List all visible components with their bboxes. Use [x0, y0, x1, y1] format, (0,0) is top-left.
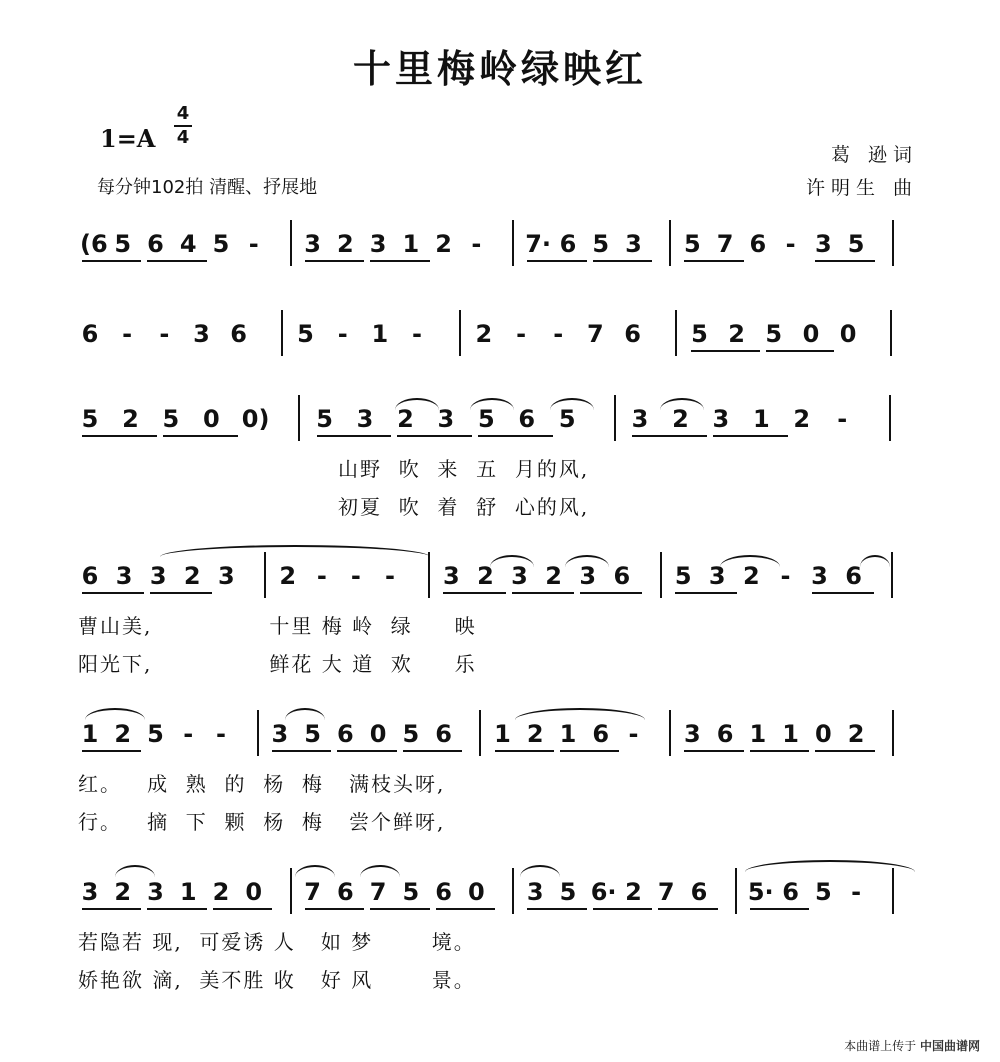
bar-line — [890, 310, 892, 356]
note: - — [851, 878, 862, 906]
bar-line — [290, 220, 292, 266]
note: 5 — [402, 878, 420, 906]
note: 6 — [613, 562, 631, 590]
note: 3 — [511, 562, 528, 590]
note: 7· — [525, 230, 552, 258]
note: - — [385, 562, 395, 590]
note: - — [837, 405, 848, 433]
note: 2 — [114, 720, 132, 748]
bar-line — [459, 310, 461, 356]
note: 5 — [316, 405, 333, 433]
upload-footer — [844, 1037, 980, 1054]
note: - — [337, 320, 348, 348]
note: 2 — [212, 878, 230, 906]
beam-line — [403, 750, 462, 752]
note: 3 — [369, 230, 387, 258]
beam-line — [675, 592, 737, 594]
bar-line — [281, 310, 283, 356]
note: 2 — [743, 562, 760, 590]
note: - — [553, 320, 564, 348]
note: 5 — [304, 720, 321, 748]
note: 2 — [545, 562, 562, 590]
note: 6 — [230, 320, 247, 348]
bar-line — [257, 710, 259, 756]
bar-line — [669, 220, 671, 266]
note: 2 — [435, 230, 452, 258]
note: 0) — [241, 405, 270, 433]
beam-line — [337, 750, 396, 752]
beam-line — [766, 350, 834, 352]
slur-mark — [550, 398, 594, 410]
slur-mark — [115, 865, 155, 877]
note: 1 — [749, 720, 767, 748]
footer-text: 本曲谱上传于 — [844, 1039, 917, 1053]
note: 7 — [657, 878, 675, 906]
note: 6 — [336, 878, 354, 906]
note: 2 — [526, 720, 544, 748]
beam-line — [370, 908, 429, 910]
note: 6 — [518, 405, 536, 433]
beam-line — [815, 260, 874, 262]
note: 6 — [690, 878, 708, 906]
beam-line — [82, 260, 141, 262]
slur-mark — [295, 865, 335, 877]
note: - — [316, 562, 327, 590]
note: 2 — [477, 562, 494, 590]
note: 2 — [672, 405, 689, 433]
note: 3 — [712, 405, 730, 433]
beam-line — [593, 260, 652, 262]
note: 5 — [477, 405, 495, 433]
bar-line — [298, 395, 300, 441]
beam-line — [478, 435, 553, 437]
note: 5· — [747, 878, 774, 906]
note: - — [183, 720, 194, 748]
note: (6 — [80, 230, 108, 258]
note: 6 — [147, 230, 164, 258]
note: 5 — [212, 230, 230, 258]
beam-line — [593, 908, 652, 910]
beam-line — [713, 435, 788, 437]
note: 5 — [402, 720, 420, 748]
slur-mark — [515, 708, 645, 720]
note: 0 — [839, 320, 857, 348]
note: 2 — [625, 878, 642, 906]
note: 3 — [271, 720, 289, 748]
note: 5 — [814, 878, 832, 906]
note: 3 — [149, 562, 167, 590]
time-signature-top: 4 — [176, 103, 190, 124]
beam-line — [560, 750, 619, 752]
note: 6 — [592, 720, 610, 748]
bar-line — [892, 220, 894, 266]
note: 3 — [814, 230, 832, 258]
bar-line — [669, 710, 671, 756]
note: 6 — [782, 878, 799, 906]
note: 6 — [81, 320, 99, 348]
note: 0 — [369, 720, 387, 748]
note: - — [215, 720, 226, 748]
note: 2 — [793, 405, 811, 433]
beam-line — [147, 908, 206, 910]
beam-line — [150, 592, 212, 594]
note: 5 — [558, 405, 576, 433]
note: - — [248, 230, 259, 258]
note: 5 — [691, 320, 708, 348]
beam-line — [812, 592, 874, 594]
beam-line — [750, 750, 809, 752]
note: - — [122, 320, 133, 348]
bar-line — [891, 552, 893, 598]
note: 3 — [356, 405, 374, 433]
note: 3 — [443, 562, 460, 590]
note: - — [471, 230, 482, 258]
note: 1 — [782, 720, 799, 748]
lyrics-verse-1: 若隐若 现, 可爱诱 人 如 梦 境。 — [78, 930, 476, 954]
note: 2 — [475, 320, 493, 348]
note: 6 — [336, 720, 354, 748]
slur-mark — [160, 545, 430, 557]
bar-line — [614, 395, 616, 441]
lyrics-verse-1: 曹山美, 十里 梅 岭 绿 映 — [78, 614, 477, 638]
note: - — [780, 562, 791, 590]
note: 2 — [397, 405, 414, 433]
note: 3 — [147, 878, 164, 906]
note: 0 — [814, 720, 832, 748]
note: 1 — [494, 720, 511, 748]
slur-mark — [660, 398, 704, 410]
beam-line — [272, 750, 331, 752]
beam-line — [527, 908, 586, 910]
slur-mark — [490, 555, 534, 567]
note: 5 — [114, 230, 132, 258]
note: 5 — [559, 878, 577, 906]
beam-line — [305, 260, 364, 262]
beam-line — [684, 260, 743, 262]
beam-line — [397, 435, 472, 437]
slur-mark — [520, 865, 560, 877]
footer-site: 中国曲谱网 — [919, 1039, 980, 1053]
beam-line — [213, 908, 272, 910]
note: 0 — [802, 320, 820, 348]
note: 6 — [716, 720, 734, 748]
lyrics-verse-2: 行。 摘 下 颗 杨 梅 尝个鲜呀, — [78, 810, 446, 834]
note: 3 — [684, 720, 701, 748]
slur-mark — [285, 708, 325, 720]
bar-line — [512, 868, 514, 914]
note: - — [350, 562, 361, 590]
note: 1 — [752, 405, 770, 433]
bar-line — [264, 552, 266, 598]
beam-line — [691, 350, 759, 352]
note: - — [159, 320, 170, 348]
beam-line — [443, 592, 505, 594]
slur-mark — [745, 860, 915, 872]
time-signature — [174, 104, 192, 148]
note: 5 — [147, 720, 164, 748]
bar-line — [660, 552, 662, 598]
note: 5 — [765, 320, 783, 348]
slur-mark — [360, 865, 400, 877]
bar-line — [735, 868, 737, 914]
slur-mark — [720, 555, 780, 567]
lyrics-verse-1: 红。 成 熟 的 杨 梅 满枝头呀, — [78, 772, 446, 796]
note: 7 — [587, 320, 604, 348]
beam-line — [632, 435, 707, 437]
beam-line — [305, 908, 364, 910]
note: 3 — [625, 230, 642, 258]
slur-mark — [470, 398, 514, 410]
note: 5 — [592, 230, 610, 258]
note: 3 — [526, 878, 544, 906]
note: 4 — [179, 230, 197, 258]
note: 5 — [81, 405, 99, 433]
beam-line — [527, 260, 586, 262]
beam-line — [82, 435, 157, 437]
beam-line — [815, 750, 874, 752]
bar-line — [479, 710, 481, 756]
note: 5 — [297, 320, 314, 348]
bar-line — [892, 710, 894, 756]
note: 3 — [631, 405, 649, 433]
note: 6 — [559, 230, 577, 258]
note: 7 — [716, 230, 734, 258]
note: 6 — [81, 562, 99, 590]
beam-line — [436, 908, 495, 910]
note: 6 — [624, 320, 641, 348]
note: - — [628, 720, 639, 748]
lyrics-verse-1: 山野 吹 来 五 月的风, — [338, 457, 590, 481]
beam-line — [370, 260, 429, 262]
note: 6· — [590, 878, 617, 906]
beam-line — [750, 908, 809, 910]
note: 3 — [193, 320, 210, 348]
beam-line — [512, 592, 574, 594]
bar-line — [512, 220, 514, 266]
note: 0 — [202, 405, 220, 433]
beam-line — [495, 750, 554, 752]
note: 5 — [674, 562, 692, 590]
key-signature: 1=A — [100, 124, 156, 153]
lyricist-credit: 葛 逊词 — [830, 144, 918, 166]
note: 3 — [579, 562, 597, 590]
note: 3 — [115, 562, 133, 590]
beam-line — [163, 435, 238, 437]
note: 1 — [559, 720, 577, 748]
note: 7 — [304, 878, 321, 906]
note: - — [412, 320, 422, 348]
note: 2 — [728, 320, 745, 348]
composer-credit: 许明生 曲 — [805, 177, 918, 199]
note: 1 — [402, 230, 420, 258]
note: 1 — [371, 320, 389, 348]
lyrics-verse-2: 阳光下, 鲜花 大 道 欢 乐 — [78, 652, 477, 676]
note: 3 — [437, 405, 455, 433]
note: 3 — [708, 562, 726, 590]
beam-line — [147, 260, 206, 262]
slur-mark — [395, 398, 439, 410]
note: 6 — [749, 230, 767, 258]
note: 2 — [847, 720, 865, 748]
bar-line — [889, 395, 891, 441]
note: 6 — [435, 720, 452, 748]
note: 0 — [467, 878, 485, 906]
bar-line — [290, 868, 292, 914]
note: 1 — [81, 720, 99, 748]
bar-line — [675, 310, 677, 356]
beam-line — [82, 592, 144, 594]
bar-line — [892, 868, 894, 914]
note: 3 — [218, 562, 235, 590]
note: 5 — [847, 230, 865, 258]
slur-mark — [85, 708, 145, 720]
note: 5 — [684, 230, 701, 258]
bar-line — [428, 552, 430, 598]
beam-line — [580, 592, 642, 594]
note: 2 — [114, 878, 132, 906]
note: 1 — [179, 878, 197, 906]
note: 6 — [435, 878, 452, 906]
note: 2 — [122, 405, 139, 433]
note: 6 — [845, 562, 862, 590]
note: 2 — [279, 562, 297, 590]
page-title: 十里梅岭绿映红 — [352, 46, 647, 91]
note: 3 — [304, 230, 321, 258]
lyrics-verse-2: 初夏 吹 着 舒 心的风, — [338, 495, 590, 519]
time-signature-bottom: 4 — [176, 127, 190, 148]
beam-line — [684, 750, 743, 752]
note: 2 — [336, 230, 354, 258]
note: 3 — [811, 562, 828, 590]
lyrics-verse-2: 娇艳欲 滴, 美不胜 收 好 风 景。 — [78, 968, 476, 992]
beam-line — [658, 908, 717, 910]
tempo-marking: 每分钟102拍 清醒、抒展地 — [97, 177, 318, 198]
beam-line — [82, 908, 141, 910]
note: - — [785, 230, 796, 258]
slur-mark — [565, 555, 609, 567]
note: 3 — [81, 878, 99, 906]
note: - — [516, 320, 527, 348]
note: 5 — [162, 405, 180, 433]
note: 7 — [369, 878, 387, 906]
slur-mark — [860, 555, 890, 567]
note: 2 — [183, 562, 201, 590]
beam-line — [82, 750, 141, 752]
beam-line — [317, 435, 392, 437]
note: 0 — [245, 878, 263, 906]
